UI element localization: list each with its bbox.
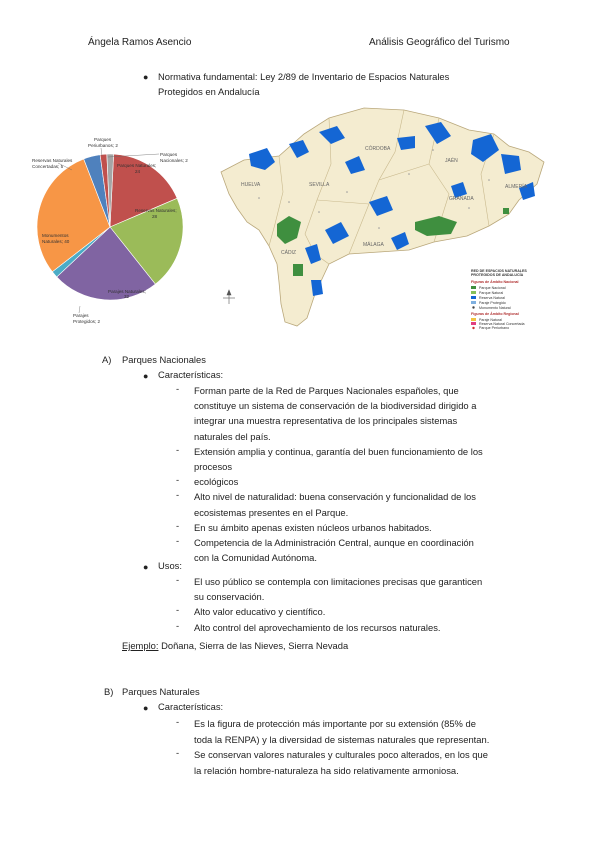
label-reservas-concertadas: Reservas Naturales	[32, 158, 73, 163]
label-parques-periurbanos: Parques	[94, 137, 112, 142]
list-item-line: constituye un sistema de conservación de la biodiversidad dirigido a	[194, 400, 477, 412]
label-parajes-protegidos: Parajes	[73, 313, 89, 318]
dash-bullet: -	[176, 474, 180, 486]
legend-item: Monumento Natural	[479, 306, 511, 310]
list-item-line: Competencia de la Administración Central, aunque en coordinación	[194, 537, 474, 548]
author-name: Ángela Ramos Asencio	[88, 37, 192, 48]
example-text: Doñana, Sierra de las Nieves, Sierra Nevada	[158, 640, 349, 651]
list-item-line: integrar una muestra representativa de los principales sistemas	[194, 415, 458, 427]
bullet-icon: ●	[143, 72, 149, 82]
list-item-line: su conservación.	[194, 591, 265, 603]
map-legend	[471, 269, 527, 330]
legend-item: Paraje Protegido	[479, 301, 506, 305]
dash-bullet: -	[176, 619, 180, 631]
dash-bullet: -	[176, 443, 180, 455]
legend-title: RED DE ESPACIOS NATURALES	[471, 269, 527, 273]
list-item-line: Es la figura de protección más importante por su extensión (85% de	[194, 718, 476, 729]
list-item-line: Se conservan valores naturales y culturales poco alterados, en los que	[194, 749, 488, 760]
legend-item: Parque Natural	[479, 291, 504, 295]
list-item-line: la relación hombre-naturaleza ha sido relativamente armoniosa.	[194, 764, 459, 776]
intro-line-1: Normativa fundamental: Ley 2/89 de Inventario de Espacios Naturales	[158, 71, 450, 82]
province-label: SEVILLA	[309, 182, 330, 188]
list-item-line: Extensión amplia y continua, garantía del buen funcionamiento de los	[194, 445, 483, 457]
label-parques-nacionales: Parques	[160, 152, 178, 157]
list-item-line: con la Comunidad Autónoma.	[194, 552, 317, 564]
compass-icon	[223, 290, 235, 304]
section-a-title: Parques Nacionales	[122, 354, 206, 365]
label-parajes-naturales-value: 32	[124, 294, 130, 299]
example-label: Ejemplo:	[122, 640, 159, 651]
list-item-line: ecosistemas presentes en el Parque.	[194, 506, 349, 518]
section-a-letter: A)	[102, 354, 112, 365]
province-label: ALMERÍA	[505, 184, 527, 190]
province-label: GRANADA	[449, 196, 474, 202]
label-parques-naturales-value: 24	[135, 169, 141, 174]
section-a-caracteristicas: Características:	[158, 369, 224, 380]
bullet-icon: ●	[143, 703, 149, 713]
province-label: CÓRDOBA	[365, 146, 391, 152]
legend-heading: Figuras de Ámbito Nacional	[471, 280, 519, 284]
list-item-line: Forman parte de la Red de Parques Nacionales españoles, que	[194, 385, 459, 396]
dash-bullet: -	[176, 519, 180, 531]
list-item-line: procesos	[194, 461, 233, 472]
section-b-title: Parques Naturales	[122, 686, 200, 697]
province-label: JAÉN	[445, 158, 458, 164]
label-reservas-naturales: Reservas Naturales;	[135, 208, 177, 213]
legend-item: Reserva Natural	[479, 296, 505, 300]
section-a-usos: Usos:	[158, 560, 182, 571]
label-parques-nacionales-value: Nacionales; 2	[160, 158, 188, 163]
document-subject: Análisis Geográfico del Turismo	[369, 37, 510, 48]
dash-bullet: -	[176, 489, 180, 501]
intro-line-2: Protegidos en Andalucía	[158, 86, 260, 97]
dash-bullet: -	[176, 574, 180, 585]
label-parques-naturales: Parques Naturales;	[117, 163, 157, 168]
list-item-line: toda la RENPA) y la diversidad de sistemas naturales que representan.	[194, 733, 490, 745]
legend-item: Parque Periurbano	[479, 326, 510, 330]
example-line	[122, 640, 348, 651]
dash-bullet: -	[176, 604, 180, 616]
dash-bullet: -	[176, 716, 180, 727]
legend-heading: Figuras de Ámbito Regional	[471, 312, 519, 316]
label-monumentos-naturales-value: Naturales; 40	[42, 239, 70, 244]
province-label: CÁDIZ	[281, 250, 296, 256]
list-item-line: naturales del país.	[194, 430, 271, 442]
andalucia-map	[219, 104, 559, 330]
list-item-line: ecológicos	[194, 476, 239, 488]
list-item-line: Alto nivel de naturalidad: buena conservación y funcionalidad de los	[194, 491, 476, 503]
section-b-caracteristicas: Características:	[158, 701, 224, 712]
label-reservas-concertadas-value: Concertadas; 5	[32, 164, 64, 169]
pie-slices	[37, 154, 183, 300]
pie-chart	[0, 130, 220, 345]
province-label: MÁLAGA	[363, 242, 384, 248]
leader-line	[79, 306, 80, 313]
list-item-line: Alto control del aprovechamiento de los recursos naturales.	[194, 621, 441, 633]
legend-title: PROTEGIDOS DE ANDALUCÍA	[471, 273, 524, 277]
province-label: HUELVA	[241, 182, 261, 188]
label-reservas-naturales-value: 28	[152, 214, 158, 219]
bullet-icon: ●	[143, 562, 149, 572]
bullet-icon: ●	[143, 371, 149, 381]
dash-bullet: -	[176, 535, 180, 546]
label-parques-periurbanos-value: Periurbanos; 2	[88, 143, 118, 148]
dash-bullet: -	[176, 747, 180, 758]
list-item-line: En su ámbito apenas existen núcleos urbanos habitados.	[194, 521, 432, 533]
dash-bullet: -	[176, 383, 180, 394]
legend-item: Reserva Natural Concertada	[479, 322, 525, 326]
legend-item: Paraje Natural	[479, 318, 502, 322]
label-parajes-naturales: Parajes Naturales;	[108, 289, 146, 294]
section-b-letter: B)	[104, 686, 114, 697]
label-monumentos-naturales: Monumentos	[42, 233, 69, 238]
list-item-line: El uso público se contempla con limitaciones precisas que garanticen	[194, 576, 483, 587]
legend-item: Parque Nacional	[479, 286, 506, 290]
label-parajes-protegidos-value: Protegidos; 2	[73, 319, 101, 324]
list-item-line: Alto valor educativo y científico.	[194, 606, 326, 618]
